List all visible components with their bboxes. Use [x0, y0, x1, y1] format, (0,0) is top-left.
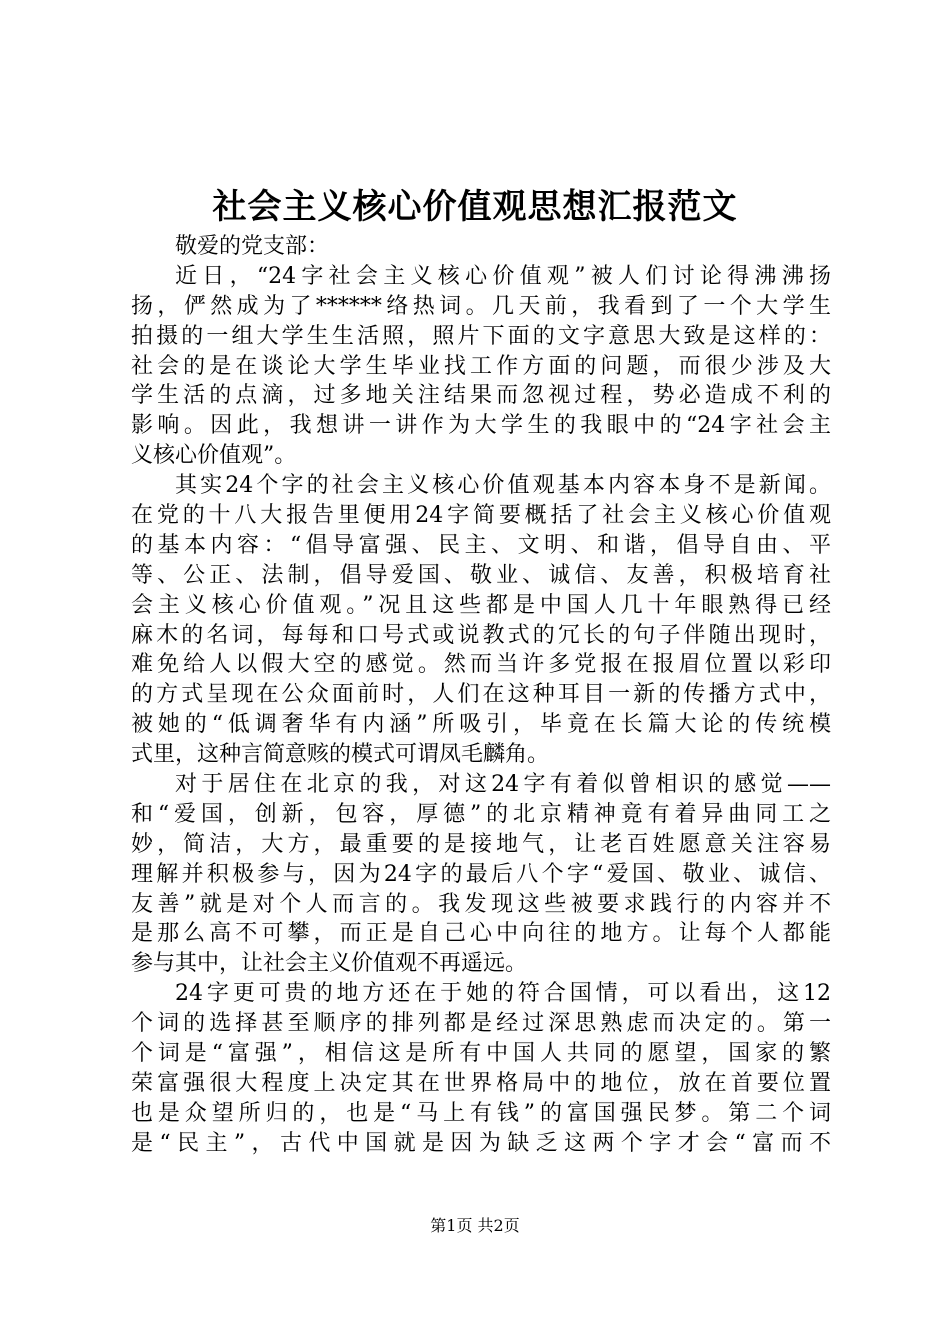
paragraph-line: 会主义核心价值观。”况且这些都是中国人几十年眼熟得已经 — [131, 592, 831, 618]
paragraph-line: 的基本内容：“倡导富强、民主、文明、和谐，倡导自由、平 — [131, 532, 831, 558]
salutation-line: 敬爱的党支部： — [175, 234, 330, 259]
paragraph-line: 难免给人以假大空的感觉。然而当许多党报在报眉位置以彩印 — [131, 652, 831, 678]
paragraph-line: 荣富强很大程度上决定其在世界格局中的地位，放在首要位置 — [131, 1070, 831, 1096]
paragraph-line: 理解并积极参与，因为24字的最后八个字“爱国、敬业、诚信、 — [131, 861, 831, 887]
paragraph-line: 是那么高不可攀，而正是自己心中向往的地方。让每个人都能 — [131, 921, 831, 947]
paragraph-line: 24字更可贵的地方还在于她的符合国情，可以看出，这12 — [175, 981, 831, 1007]
paragraph-line: 麻木的名词，每每和口号式或说教式的冗长的句子伴随出现时， — [131, 622, 831, 648]
paragraph-line: 学生活的点滴，过多地关注结果而忽视过程，势必造成不利的 — [131, 383, 831, 409]
paragraph-line: 个词是“富强”，相信这是所有中国人共同的愿望，国家的繁 — [131, 1041, 831, 1067]
paragraph-line: 扬，俨然成为了******络热词。几天前，我看到了一个大学生 — [131, 293, 831, 319]
paragraph-line: 对于居住在北京的我，对这24字有着似曾相识的感觉—— — [175, 772, 831, 798]
paragraph-line: 拍摄的一组大学生生活照，照片下面的文字意思大致是这样的： — [131, 323, 831, 349]
document-body — [131, 232, 831, 1159]
document-title: 社会主义核心价值观思想汇报范文 — [212, 187, 738, 227]
paragraph-line: 等、公正、法制，倡导爱国、敬业、诚信、友善，积极培育社 — [131, 562, 831, 588]
paragraph-line: 社会的是在谈论大学生毕业找工作方面的问题，而很少涉及大 — [131, 353, 831, 379]
paragraph-line: 是“民主”，古代中国就是因为缺乏这两个字才会“富而不 — [131, 1130, 831, 1156]
paragraph-line: 的方式呈现在公众面前时，人们在这种耳目一新的传播方式中， — [131, 682, 831, 708]
paragraph-line: 在党的十八大报告里便用24字简要概括了社会主义核心价值观 — [131, 503, 831, 529]
paragraph-line: 影响。因此，我想讲一讲作为大学生的我眼中的“24字社会主 — [131, 413, 831, 439]
paragraph-line: 个词的选择甚至顺序的排列都是经过深思熟虑而决定的。第一 — [131, 1011, 831, 1037]
paragraph-line: 义核心价值观”。 — [131, 443, 297, 469]
paragraph-line: 近日，“24字社会主义核心价值观”被人们讨论得沸沸扬 — [175, 263, 831, 289]
paragraph-line: 被她的“低调奢华有内涵”所吸引，毕竟在长篇大论的传统模 — [131, 712, 831, 738]
paragraph-line: 也是众望所归的，也是“马上有钱”的富国强民梦。第二个词 — [131, 1100, 831, 1126]
page-number: 第1页 共2页 — [430, 1216, 520, 1235]
paragraph-line: 式里，这种言简意赅的模式可谓凤毛麟角。 — [131, 742, 550, 768]
paragraph-line: 其实24个字的社会主义核心价值观基本内容本身不是新闻。 — [175, 473, 831, 499]
paragraph-line: 友善”就是对个人而言的。我发现这些被要求践行的内容并不 — [131, 891, 831, 917]
paragraph-line: 和“爱国，创新，包容，厚德”的北京精神竟有着异曲同工之 — [131, 801, 831, 827]
paragraph-line: 妙，简洁，大方，最重要的是接地气，让老百姓愿意关注容易 — [131, 831, 831, 857]
paragraph-line: 参与其中，让社会主义价值观不再遥远。 — [131, 951, 528, 977]
